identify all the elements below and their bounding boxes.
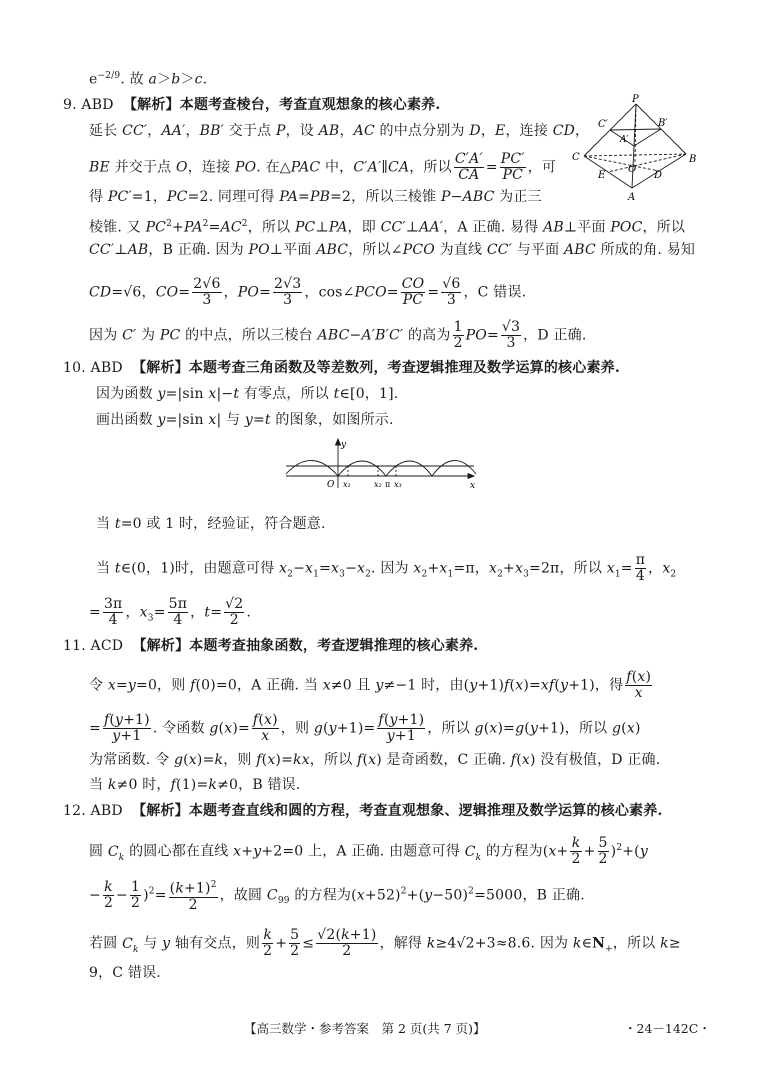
q11-line-2: = $\frac{f(y+1)}{y+1}$ . 令函数 g(x)= $\frac{f(x)}{x}$ ，则 g(y+1)= $\frac{f(y+1)}{y+1}$ ，所以 g(x)=g(y+1)，所以 g(x) bbox=[89, 712, 641, 744]
q10-header bbox=[63, 358, 620, 378]
q9-line-5: CC′⊥AB，B 正确. 因为 PO⊥平面 ABC，所以∠PCO 为直线 CC′ 与平面 ABC 所成的角. 易知 bbox=[89, 242, 696, 258]
q11-line-3: 为常函数. 令 g(x)=k，则 f(x)=kx，所以 f(x) 是奇函数，C 正确. f(x) 没有极值，D 正确. bbox=[89, 752, 661, 768]
q9-answer: 9. ABD bbox=[63, 97, 114, 113]
q9-line-1: 延长 CC′，AA′，BB′ 交于点 P，设 AB，AC 的中点分别为 D，E，连接 CD， bbox=[89, 123, 590, 139]
q12-line-2: − $\frac{k}{2}$ − $\frac{1}{2}$ )$^2$= $\frac{(k+1)^2}{2}$ ，故圆 $C_{99}$ 的方程为$(x+52)^2+(y-50)^2=5000$，B 正确. bbox=[89, 878, 585, 913]
q10-answer: 10. ABD bbox=[63, 360, 123, 376]
frustum-diagram bbox=[566, 92, 702, 204]
label-C: C bbox=[572, 152, 580, 163]
q10-line-2: 画出函数 y=|sin x| 与 y=t 的图象，如图所示. bbox=[96, 412, 394, 428]
q9-line-3: 得 PC′=1，PC=2. 同理可得 PA=PB=2，所以三棱锥 P−ABC 为正三 bbox=[89, 189, 542, 205]
footer-page-info: 【高三数学・参考答案 第 2 页(共 7 页)】 bbox=[244, 1021, 486, 1036]
q9-analysis-label: 【解析】本题考查棱台，考查直观想象的核心素养. bbox=[122, 97, 441, 113]
q9-header bbox=[63, 95, 440, 115]
label-C-prime: C′ bbox=[598, 119, 608, 130]
label-E: E bbox=[598, 170, 606, 181]
q11-line-4: 当 k≠0 时，f(1)=k≠0，B 错误. bbox=[89, 777, 301, 793]
q11-line-1: 令 x=y=0，则 f(0)=0，A 正确. 当 x≠0 且 y≠−1 时，由(y+1)f(x)=xf(y+1)，得 $\frac{f(x)}{x}$ bbox=[89, 669, 652, 701]
q9-line-2: BE 并交于点 O，连接 PO. 在△PAC 中，C′A′∥CA，所以 $\frac{C'A'}{CA}$ = $\frac{PC'}{PC}$ ，可 bbox=[89, 151, 557, 183]
q12-analysis-label: 【解析】本题考查直线和圆的方程，考查直观想象、逻辑推理及数学运算的核心素养. bbox=[132, 803, 663, 819]
q10-analysis-label: 【解析】本题考查三角函数及等差数列，考查逻辑推理及数学运算的核心素养. bbox=[132, 360, 620, 376]
abs-sin-graph bbox=[282, 436, 482, 494]
graph-x-label: x bbox=[470, 481, 476, 491]
q9-line-4: 棱锥. 又 $PC^2+PA^2=AC^2$，所以 PC⊥PA，即 CC′⊥AA′，A 正确. 易得 AB⊥平面 POC，所以 bbox=[89, 219, 686, 236]
top-line: $e^{-2/9}$. 故 a＞b＞c. bbox=[89, 71, 208, 88]
q12-line-4: 9，C 错误. bbox=[89, 965, 161, 981]
q9-line-6: CD=√6，CO= $\frac{2√6}{3}$ ，PO= $\frac{2√3}{3}$ ，cos∠PCO= $\frac{CO}{PC}$ = $\frac{√6}{3}$ ，C 错误. bbox=[89, 276, 527, 308]
q9-line-7: 因为 C′ 为 PC 的中点，所以三棱台 ABC−A′B′C′ 的高为 $\frac{1}{2}$ PO= $\frac{√3}{3}$ ，D 正确. bbox=[89, 319, 587, 351]
q10-line-3: 当 t=0 或 1 时，经验证，符合题意. bbox=[96, 516, 326, 532]
label-O: O bbox=[628, 164, 637, 175]
graph-x2-label: x₂ bbox=[374, 480, 382, 489]
label-P: P bbox=[632, 94, 639, 105]
q12-line-1: 圆 $C_k$ 的圆心都在直线 x+y+2=0 上，A 正确. 由题意可得 $C_k$ 的方程为(x+ $\frac{k}{2}$ + $\frac{5}{2}$ )$^2$+(y bbox=[89, 835, 648, 867]
graph-pi-label: π bbox=[385, 480, 391, 489]
label-D: D bbox=[654, 170, 663, 181]
label-B: B bbox=[689, 154, 697, 165]
q12-line-3: 若圆 $C_k$ 与 y 轴有交点，则 $\frac{k}{2}$ + $\frac{5}{2}$ ≤ $\frac{√2(k+1)}{2}$ ，解得 k≥4√2+3≈8.6. 因为 $k\in N_+$，所以 k≥ bbox=[89, 927, 681, 959]
graph-x1-label: x₁ bbox=[343, 480, 351, 489]
q11-answer: 11. ACD bbox=[63, 638, 124, 654]
footer-code: ・24－142C・ bbox=[624, 1021, 711, 1036]
q10-line-4: 当 t∈(0，1)时，由题意可得 $x_2-x_1=x_3-x_2$. 因为 $x_2+x_1=\pi$，$x_2+x_3=2\pi$，所以 $x_1=$ $\frac{\pi}{4}$ ，$x_2$ bbox=[96, 552, 677, 584]
q11-analysis-label: 【解析】本题考查抽象函数，考查逻辑推理的核心素养. bbox=[132, 638, 479, 654]
label-B-prime: B′ bbox=[658, 118, 668, 129]
graph-y-label: y bbox=[341, 440, 347, 450]
graph-x3-label: x₃ bbox=[394, 480, 402, 489]
label-A: A bbox=[628, 192, 636, 203]
q11-header bbox=[63, 636, 478, 656]
graph-origin-label: O bbox=[327, 480, 335, 490]
q10-line-1: 因为函数 y=|sin x|−t 有零点，所以 t∈[0，1]. bbox=[96, 386, 399, 402]
q12-answer: 12. ABD bbox=[63, 803, 123, 819]
label-A-prime: A′ bbox=[620, 135, 629, 145]
q10-line-5: = $\frac{3\pi}{4}$ ，$x_3=$ $\frac{5\pi}{4}$ ，t= $\frac{√2}{2}$ . bbox=[89, 596, 252, 628]
q12-header bbox=[63, 801, 663, 821]
